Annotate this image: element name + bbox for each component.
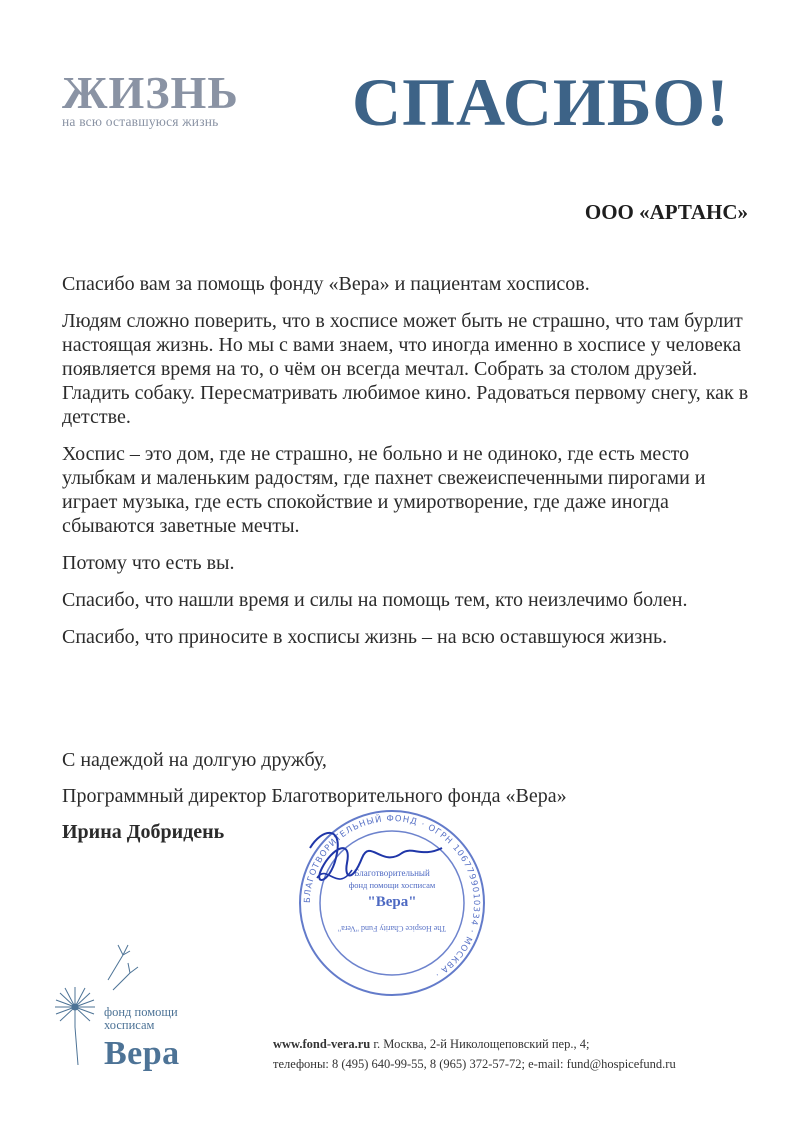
paragraph: Спасибо, что нашли время и силы на помощь тем, кто неизлечимо болен. [62,589,688,611]
fund-tagline: фонд помощи [104,1005,178,1019]
stamp-center-line: "Вера" [367,894,417,910]
recipient-name: ООО «АРТАНС» [584,200,748,224]
contact-info [273,1034,773,1074]
stamp-ring-text: БЛАГОТВОРИТЕЛЬНЫЙ ФОНД · ОГРН 1067799010334 · МОСКВА · [302,813,482,980]
website-link[interactable]: www.fond-vera.ru [273,1037,371,1051]
stamp-center-line: Благотворительный [354,868,430,878]
zhizn-logo [62,67,292,130]
paragraph: Людям сложно поверить, что в хосписе может быть не страшно, что там бурлит настоящая жизнь. Но мы с вами знаем, что иногда именно в хосписе у человека появляется время на то, о чём он всегда мечтал. Собрать за столом друзей. Гладить собаку. Пересматривать любимое кино. Радоваться первому снегу, как в детстве. [62,310,749,428]
fund-tagline: хосписам [104,1018,155,1032]
paragraph: Хоспис – это дом, где не страшно, не больно и не одиноко, где есть место улыбкам и маленьким радостям, где пахнет свежеиспеченными пирогами и играет музыка, где есть спокойствие и умиротворение, где даже иногда сбываются заветные мечты. [62,443,706,537]
fund-name: Вера [104,1035,180,1072]
brand-subtitle: на всю оставшуюся жизнь [62,114,219,129]
stamp-center-line: фонд помощи хосписам [348,880,436,890]
brand-title: ЖИЗНЬ [62,67,239,118]
paragraph: Спасибо вам за помощь фонду «Вера» и пациентам хосписов. [62,273,590,295]
thanks-heading: СПАСИБО! [352,64,730,140]
paragraph: Потому что есть вы. [62,552,235,574]
letter-body [62,272,752,662]
address-line [273,1034,773,1054]
phones-line: телефоны: 8 (495) 640-99-55, 8 (965) 372-57-72; e-mail: fund@hospicefund.ru [273,1057,676,1071]
address-text: г. Москва, 2-й Николощеповский пер., 4; [370,1037,590,1051]
signer-name: Ирина Добридень [62,821,225,843]
closing-line: С надеждой на долгую дружбу, [62,749,327,771]
fund-logo-text [104,1006,180,1074]
signer-title: Программный директор Благотворительного фонда «Вера» [62,785,567,807]
fund-stamp [292,808,492,998]
paragraph: Спасибо, что приносите в хосписы жизнь – на всю оставшуюся жизнь. [62,626,668,648]
stamp-english-text: The Hospice Charity Fund "Vera" [337,924,447,933]
